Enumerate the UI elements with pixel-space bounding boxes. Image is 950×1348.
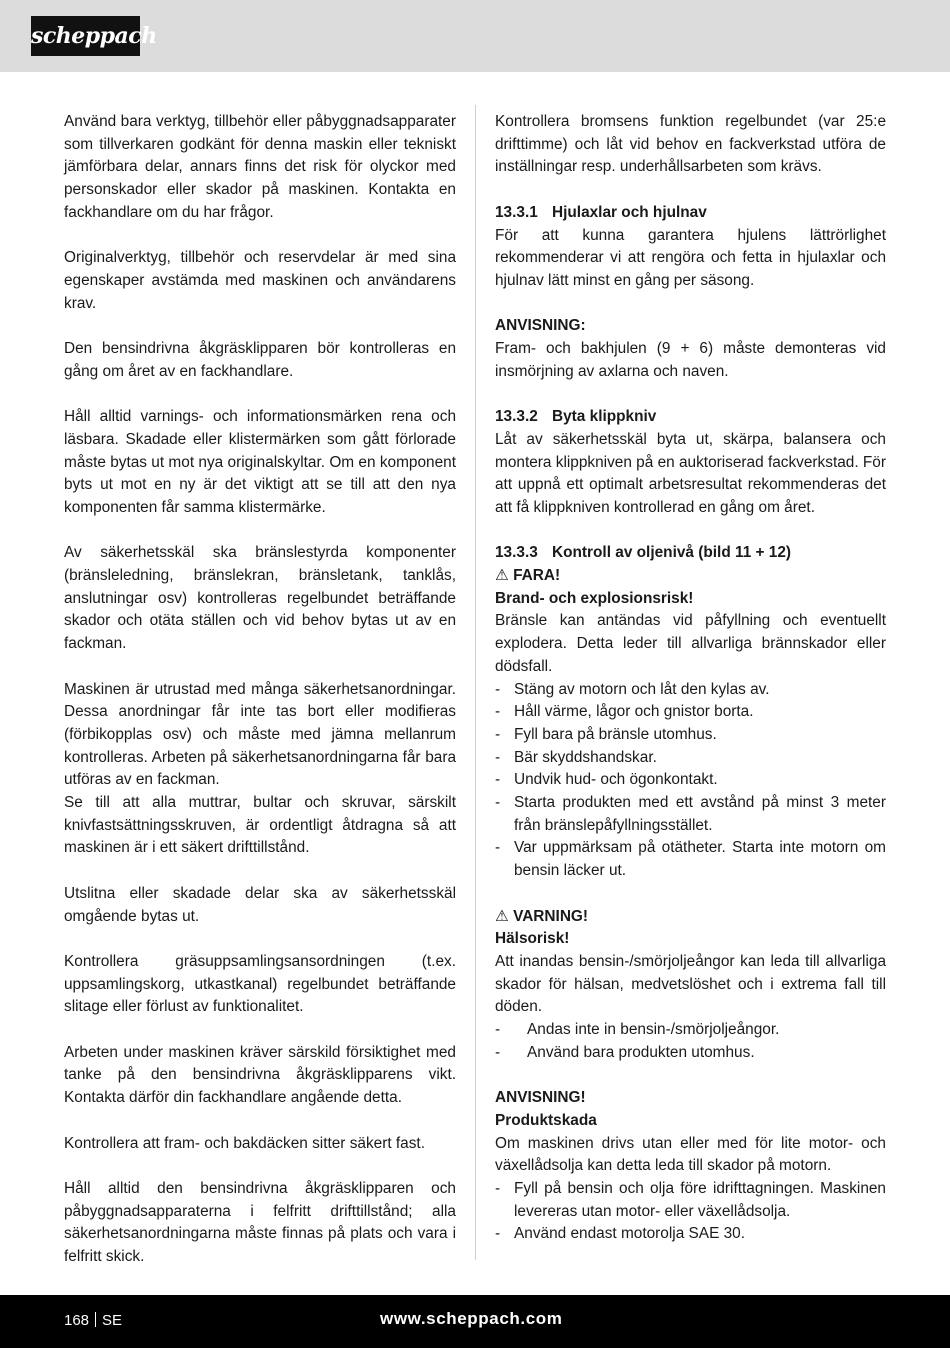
- list-item: - Starta produkten med ett avstånd på minst 3 meter från bränslepåfyllningsstället.: [495, 792, 886, 837]
- website-url: www.scheppach.com: [380, 1309, 563, 1328]
- paragraph: Kontrollera bromsens funktion regelbundet (var 25:e drifttimme) och låt vid behov en fackverkstad utföra de inställningar resp. underhållsarbeten som krävs.: [495, 113, 886, 176]
- column-divider: [475, 105, 476, 1260]
- paragraph: Om maskinen drivs utan eller med för lite motor- och växellådsolja kan detta leda till skador på motorn.: [495, 1134, 886, 1175]
- list-item: - Bär skyddshandskar.: [495, 747, 886, 770]
- list-item: - Undvik hud- och ögonkontakt.: [495, 769, 886, 792]
- section-heading: [495, 202, 886, 225]
- warning-list: [495, 1019, 886, 1064]
- section-number: 13.3.1: [495, 203, 538, 221]
- section-title: Byta klippkniv: [552, 408, 657, 426]
- paragraph: Kontrollera att fram- och bakdäcken sitter säkert fast.: [64, 1134, 425, 1152]
- paragraph: Håll alltid varnings- och informationsmärken rena och läsbara. Skadade eller klistermärken som gått förlorade måste bytas ut mot nya originalskyltar. Om en komponent byts ut mot en ny är det viktigt att se till att den nya komponenten får samma klistermärke.: [64, 408, 456, 516]
- section-number: 13.3.3: [495, 544, 538, 562]
- list-item: - Håll värme, lågor och gnistor borta.: [495, 701, 886, 724]
- section-number: 13.3.2: [495, 408, 538, 426]
- section-title: Hjulaxlar och hjulnav: [552, 203, 707, 221]
- paragraph: Arbeten under maskinen kräver särskild försiktighet med tanke på den bensindrivna åkgräsklipparens vikt. Kontakta därför din fackhandlare angående detta.: [64, 1043, 456, 1107]
- note-title: Produktskada: [495, 1111, 597, 1129]
- danger-title: Brand- och explosionsrisk!: [495, 589, 694, 607]
- paragraph: Se till att alla muttrar, bultar och skruvar, särskilt knivfastsättningsskruven, är ordentligt åtdragna så att maskinen är i ett säkert drifttillstånd.: [64, 794, 456, 857]
- paragraph: Bränsle kan antändas vid påfyllning och eventuellt explodera. Detta leder till allvarliga brännskador eller dödsfall.: [495, 612, 886, 675]
- section-heading: [495, 542, 886, 565]
- paragraph: Den bensindrivna åkgräsklipparen bör kontrolleras en gång om året av en fackhandlare.: [64, 340, 456, 380]
- list-item: - Var uppmärksam på otätheter. Starta inte motorn om bensin läcker ut.: [495, 837, 886, 882]
- paragraph: Utslitna eller skadade delar ska av säkerhetsskäl omgående bytas ut.: [64, 884, 456, 925]
- page-header: [0, 0, 950, 72]
- paragraph: Att inandas bensin-/smörjoljeångor kan leda till allvarliga skador för hälsan, medvetslöshet och i extrema fall till döden.: [495, 952, 886, 1016]
- list-item: - Stäng av motorn och låt den kylas av.: [495, 679, 886, 702]
- note-list: [495, 1178, 886, 1246]
- brand-logo: scheppach: [31, 16, 140, 56]
- page-number: [64, 1311, 122, 1331]
- paragraph: Maskinen är utrustad med många säkerhetsanordningar. Dessa anordningar får inte tas bort eller modifieras (förbikopplas osv) och måste med jämna mellanrum kontrolleras. Arbeten på säkerhetsanordningarna får bara utföras av en fackman.: [64, 680, 456, 789]
- list-item: - Fyll på bensin och olja före idrifttagningen. Maskinen levereras utan motor- eller växellådsolja.: [495, 1178, 886, 1223]
- list-item: - Andas inte in bensin-/smörjoljeångor.: [495, 1019, 886, 1042]
- danger-list: [495, 679, 886, 883]
- paragraph: Fram- och bakhjulen (9 + 6) måste demonteras vid insmörjning av axlarna och naven.: [495, 340, 886, 380]
- paragraph: Låt av säkerhetsskäl byta ut, skärpa, balansera och montera klippkniven på en auktoriserad fackverkstad. För att uppnå ett optimalt arbetsresultat rekommenderas det att få klippkniven kontrollerad en gång om året.: [495, 430, 886, 516]
- language-code: SE: [102, 1312, 123, 1329]
- section-heading: [495, 406, 886, 429]
- section-title: Kontroll av oljenivå (bild 11 + 12): [552, 544, 792, 562]
- warning-title: Hälsorisk!: [495, 930, 570, 948]
- paragraph: Håll alltid den bensindrivna åkgräsklipparen och påbyggnadsapparaterna i felfritt drifttillstånd; alla säkerhetsanordningarna måste finnas på plats och vara i felfritt skick.: [64, 1179, 456, 1265]
- left-column: [64, 111, 456, 1269]
- page-number-value: 168: [64, 1312, 90, 1329]
- paragraph: Använd bara verktyg, tillbehör eller påbyggnadsapparater som tillverkaren godkänt för denna maskin eller tekniskt jämförbara delar, annars finns det risk för olyckor med personskador eller skador på maskinen. Kontakta en fackhandlare om du har frågor.: [64, 113, 456, 221]
- paragraph: Av säkerhetsskäl ska bränslestyrda komponenter (bränsleledning, bränslekran, bränsletank, tanklås, anslutningar osv) kontrolleras regelbundet beträffande skador och otäta ställen och vid behov bytas ut av en fackman.: [64, 544, 456, 653]
- danger-label: ⚠ FARA!: [495, 567, 561, 584]
- paragraph: För att kunna garantera hjulens lättrörlighet rekommenderar vi att rengöra och fetta in hjulaxlar och hjulnav lätt minst en gång per säsong.: [495, 226, 886, 289]
- warning-label: ⚠ VARNING!: [495, 907, 589, 925]
- list-item: - Använd endast motorolja SAE 30.: [495, 1223, 886, 1246]
- paragraph: Originalverktyg, tillbehör och reservdelar är med sina egenskaper avstämda med maskinen och användarens krav.: [64, 249, 456, 312]
- note-label: ANVISNING:: [495, 317, 586, 335]
- list-item: - Fyll bara på bränsle utomhus.: [495, 724, 886, 747]
- note-label: ANVISNING!: [495, 1089, 586, 1107]
- right-column: [495, 111, 886, 1246]
- paragraph: Kontrollera gräsuppsamlingsansordningen (t.ex. uppsamlingskorg, utkastkanal) regelbundet beträffande slitage eller förlust av funktionalitet.: [64, 952, 456, 1016]
- list-item: - Använd bara produkten utomhus.: [495, 1042, 886, 1065]
- page-footer: [0, 1295, 950, 1348]
